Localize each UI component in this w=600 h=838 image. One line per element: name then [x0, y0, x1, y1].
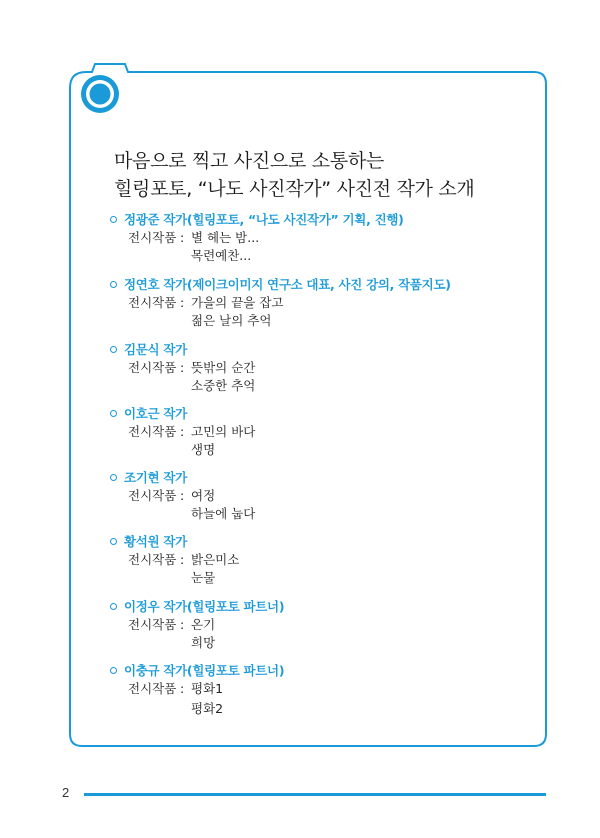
camera-lens-icon: [81, 75, 119, 113]
work-title: 평화2: [191, 701, 224, 716]
heading-line-1: 마음으로 찍고 사진으로 소통하는: [114, 150, 384, 172]
circle-bullet-icon: [110, 667, 117, 674]
work-title: 생명: [191, 442, 216, 457]
circle-bullet-icon: [110, 474, 117, 481]
works-colon: :: [180, 552, 185, 567]
works-colon: :: [180, 230, 185, 245]
works-colon: :: [180, 360, 185, 375]
works-label: 전시작품: [128, 617, 177, 632]
artist-name: 이충규 작가(힐링포토 파트너): [124, 663, 285, 678]
circle-bullet-icon: [110, 538, 117, 545]
artist-name: 정연호 작가(제이크이미지 연구소 대표, 사진 강의, 작품지도): [124, 277, 451, 292]
works-label: 전시작품: [128, 488, 177, 503]
work-title: 별 헤는 밤...: [191, 230, 260, 245]
artist-name: 황석원 작가: [124, 534, 187, 549]
artist-entry: [110, 598, 550, 650]
artist-name: 김문식 작가: [124, 342, 187, 357]
work-title: 희망: [191, 635, 216, 650]
artist-entry: [110, 211, 550, 263]
artist-entry: [110, 469, 550, 521]
artist-name: 정광준 작가(힐링포토, “나도 사진작가” 기획, 진행): [124, 212, 404, 227]
work-title: 온기: [191, 617, 216, 632]
works-label: 전시작품: [128, 552, 177, 567]
footer-divider: [84, 793, 546, 796]
work-title: 하늘에 눕다: [191, 506, 256, 521]
circle-bullet-icon: [110, 281, 117, 288]
heading-line-2: 힐링포토, “나도 사진작가” 사진전 작가 소개: [114, 178, 475, 200]
artist-entry: [110, 533, 550, 585]
artist-name: 조기현 작가: [124, 470, 187, 485]
page-heading: [114, 147, 554, 203]
works-colon: :: [180, 295, 185, 310]
works-colon: :: [180, 488, 185, 503]
works-colon: :: [180, 681, 185, 696]
work-title: 목련예찬...: [191, 248, 252, 263]
works-colon: :: [180, 424, 185, 439]
work-title: 소중한 추억: [191, 378, 256, 393]
artist-entry: [110, 662, 550, 716]
artist-entry: [110, 405, 550, 457]
circle-bullet-icon: [110, 346, 117, 353]
works-label: 전시작품: [128, 230, 177, 245]
work-title: 평화1: [191, 681, 224, 696]
page-number: 2: [62, 785, 70, 800]
artist-name: 이정우 작가(힐링포토 파트너): [124, 599, 285, 614]
artist-name: 이호근 작가: [124, 406, 187, 421]
works-label: 전시작품: [128, 295, 177, 310]
circle-bullet-icon: [110, 410, 117, 417]
circle-bullet-icon: [110, 216, 117, 223]
work-title: 여정: [191, 488, 216, 503]
work-title: 눈물: [191, 570, 216, 585]
artist-entry: [110, 341, 550, 393]
works-label: 전시작품: [128, 360, 177, 375]
work-title: 밝은미소: [191, 552, 240, 567]
works-label: 전시작품: [128, 681, 177, 696]
artist-entry: [110, 276, 550, 328]
work-title: 가을의 끝을 잡고: [191, 295, 284, 310]
work-title: 뜻밖의 순간: [191, 360, 256, 375]
work-title: 젊은 날의 추억: [191, 313, 272, 328]
works-label: 전시작품: [128, 424, 177, 439]
work-title: 고민의 바다: [191, 424, 256, 439]
works-colon: :: [180, 617, 185, 632]
circle-bullet-icon: [110, 603, 117, 610]
